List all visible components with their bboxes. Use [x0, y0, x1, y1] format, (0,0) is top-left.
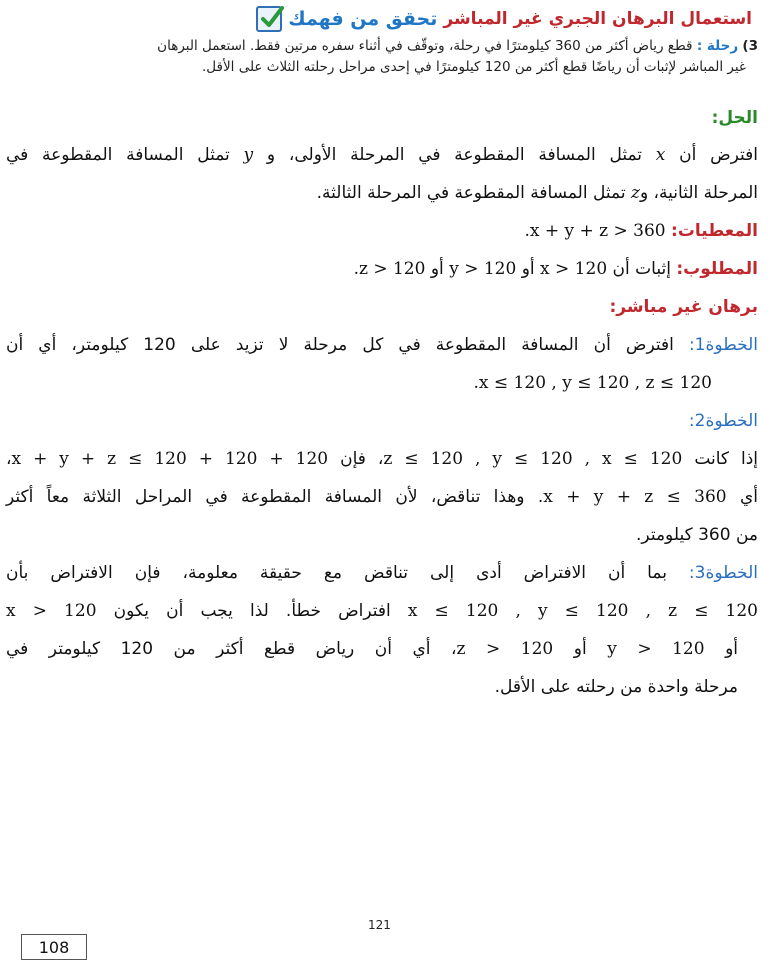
given-label: المعطيات: [671, 221, 758, 241]
step3-line-1: الخطوة3: بما أن الافتراض أدى إلى تناقض مع حقيقة معلومة، فإن الافتراض بأن [6, 563, 758, 583]
step2-line-1: إذا كانت z ≤ 120 , y ≤ 120 , x ≤ 120، فإن x + y + z ≤ 120 + 120 + 120، [6, 449, 759, 469]
page-number: 121 [368, 918, 391, 932]
step3-label: الخطوة3: [688, 563, 758, 583]
step2-line-2: أي x + y + z ≤ 360. وهذا تناقض، لأن المسافة المقطوعة في المراحل الثلاثة معاً أكثر [6, 487, 758, 507]
section-header [256, 4, 752, 34]
step1-line: الخطوة1: افترض أن المسافة المقطوعة في كل مرحلة لا تزيد على 120 كيلومتر، أي أن [6, 335, 759, 355]
problem-number: 3) [742, 38, 758, 54]
required-label: المطلوب: [676, 259, 758, 279]
section-title: استعمال البرهان الجبري غير المباشر [443, 9, 752, 29]
step2-label: الخطوة2: [688, 411, 758, 431]
given-math: .x + y + z > 360 [524, 221, 666, 241]
page-number-box: 108 [21, 934, 87, 960]
solution-body [6, 104, 758, 706]
problem-line-1: قطع رياض أكثر من 360 كيلومترًا في رحلة، وتوقّف في أثناء سفره مرتين فقط. استعمل البرهان [157, 38, 693, 54]
step1-math-line: .x ≤ 120 , y ≤ 120 , z ≤ 120 [473, 373, 712, 393]
assumption-line-2: المرحلة الثانية، وz تمثل المسافة المقطوعة في المرحلة الثالثة. [316, 183, 758, 203]
step2-label-line [6, 402, 758, 440]
assumption-line-1: افترض أن x تمثل المسافة المقطوعة في المرحلة الأولى، و y تمثل المسافة المقطوعة في [6, 145, 759, 165]
problem-keyword: رحلة : [696, 38, 739, 54]
indirect-proof-title: برهان غير مباشر: [609, 297, 758, 317]
solution-label: الحل: [711, 108, 758, 128]
problem-line-2: غير المباشر لإثبات أن رياضًا قطع أكثر من 120 كيلومترًا في إحدى مراحل رحلته الثلاث على الأقل. [202, 59, 746, 75]
problem-statement [6, 36, 758, 78]
step3-line-3: أو y > 120 أو z > 120، أي أن رياض قطع أكثر من 120 كيلومتر في [6, 639, 739, 659]
step1-label: الخطوة1: [688, 335, 759, 355]
step2-line-3: من 360 كيلومتر. [636, 525, 758, 545]
indirect-proof-title-line [6, 288, 758, 326]
required-line: المطلوب: إثبات أن x > 120 أو y > 120 أو .z > 120 [353, 259, 758, 279]
given-line [6, 212, 758, 250]
step3-line-2: x ≤ 120 , y ≤ 120 , z ≤ 120 افتراض خطأ. لذا يجب أن يكون x > 120 [6, 601, 759, 621]
checkmark-icon [256, 6, 282, 32]
check-understanding-title: تحقق من فهمك [288, 8, 438, 30]
step3-line-4: مرحلة واحدة من رحلته على الأقل. [494, 677, 738, 697]
